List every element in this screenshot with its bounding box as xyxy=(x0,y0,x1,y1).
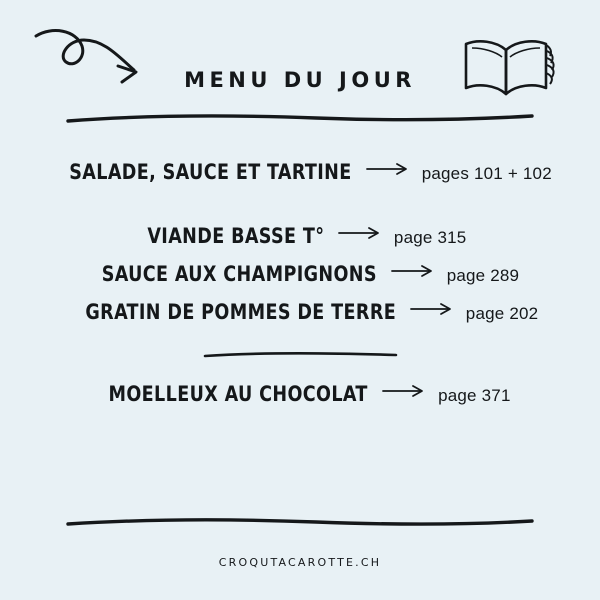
menu-item-row xyxy=(0,262,600,286)
dish-name: GRATIN DE POMMES DE TERRE xyxy=(85,300,396,324)
page-reference: page 315 xyxy=(393,228,467,247)
long-arrow-right-icon xyxy=(391,264,435,278)
long-arrow-right-icon xyxy=(338,226,382,240)
page-reference: page 202 xyxy=(465,304,539,323)
section-divider xyxy=(203,350,398,360)
dish-name: MOELLEUX AU CHOCOLAT xyxy=(108,382,369,406)
page-title: MENU DU JOUR xyxy=(184,68,416,92)
menu-item-row xyxy=(0,300,600,324)
long-arrow-right-icon xyxy=(366,162,410,176)
page-reference: pages 101 + 102 xyxy=(421,164,552,183)
page-reference: page 289 xyxy=(446,266,520,285)
dish-name: VIANDE BASSE T° xyxy=(146,224,324,248)
dish-name: SALADE, SAUCE ET TARTINE xyxy=(69,160,352,184)
long-arrow-right-icon xyxy=(410,302,454,316)
menu-item-row xyxy=(0,160,600,184)
menu-header xyxy=(0,0,600,140)
footer-website: CROQUTACAROTTE.CH xyxy=(218,556,382,569)
menu-list xyxy=(0,160,600,406)
top-divider xyxy=(66,112,534,126)
menu-item-row xyxy=(0,382,600,406)
page-reference: page 371 xyxy=(438,386,511,405)
dish-name: SAUCE AUX CHAMPIGNONS xyxy=(101,262,377,286)
bottom-divider xyxy=(66,516,534,530)
menu-item-row xyxy=(0,224,600,248)
long-arrow-right-icon xyxy=(382,384,426,398)
